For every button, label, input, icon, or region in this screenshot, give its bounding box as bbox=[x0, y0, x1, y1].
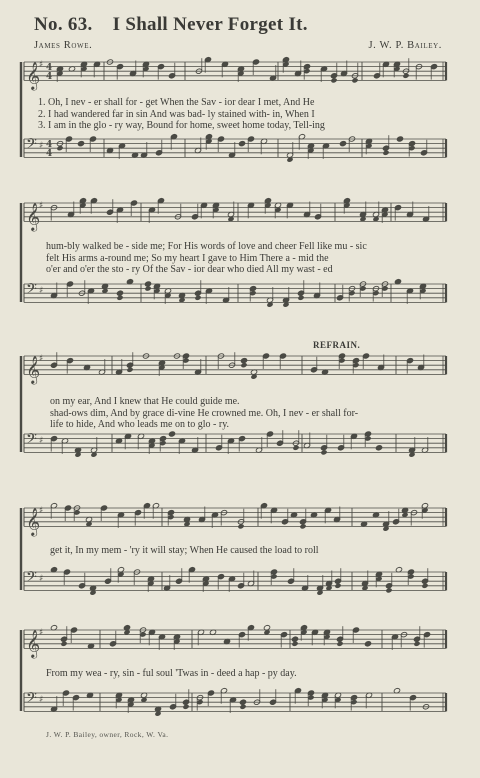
note-head bbox=[382, 150, 389, 156]
note-head bbox=[144, 286, 151, 292]
lyric-line: 3. I am in the glo - ry way, Bound for home, sweet home today, Tell-ing bbox=[38, 120, 325, 131]
lyrics-system-5 bbox=[46, 668, 297, 680]
sharp-icon: ♯ bbox=[39, 60, 44, 70]
sharp-icon: ♯ bbox=[39, 695, 44, 705]
sharp-icon: ♯ bbox=[39, 436, 44, 446]
hymn-number: No. 63. bbox=[34, 14, 93, 35]
time-signature: 4 bbox=[46, 149, 53, 159]
bass-clef-icon: 𝄢 bbox=[26, 569, 37, 589]
note-head bbox=[126, 367, 133, 373]
note-head bbox=[292, 445, 299, 451]
note-head bbox=[339, 141, 346, 147]
lyric-line: 1. Oh, I nev - er shall for - get When the Sav - ior dear I met, And He bbox=[38, 97, 315, 108]
note-head bbox=[320, 449, 327, 455]
note-head bbox=[413, 641, 420, 647]
lyrics-system-4 bbox=[50, 545, 319, 557]
lyric-line: felt His arms a-round me; So my heart I gave to Him There a - mid the bbox=[46, 252, 329, 264]
note-head bbox=[240, 362, 247, 368]
lyricist: James Rowe. bbox=[34, 40, 93, 51]
note-head bbox=[237, 523, 244, 529]
sharp-icon: ♯ bbox=[39, 286, 44, 296]
treble-clef-icon: 𝄞 bbox=[26, 629, 41, 658]
note-head bbox=[77, 141, 84, 147]
treble-clef-icon: 𝄞 bbox=[26, 507, 41, 536]
note-head bbox=[297, 295, 304, 301]
lyrics-system-3 bbox=[50, 396, 358, 431]
note-head bbox=[336, 641, 343, 647]
lyric-line: life to hide, And who leads me on to glo - ry. bbox=[50, 419, 230, 430]
sharp-icon: ♯ bbox=[39, 506, 44, 516]
note-head bbox=[116, 295, 123, 301]
sharp-icon: ♯ bbox=[39, 574, 44, 584]
time-signature: 4 bbox=[46, 63, 53, 73]
note-head bbox=[116, 290, 123, 296]
note-head bbox=[375, 445, 382, 451]
lyric-line: From my wea - ry, sin - ful soul 'Twas in - deed a hap - py day. bbox=[46, 668, 297, 679]
note-head bbox=[239, 699, 246, 705]
note-head bbox=[396, 136, 403, 142]
composer: J. W. P. Bailey. bbox=[368, 40, 442, 51]
note-head bbox=[60, 641, 67, 647]
bass-clef-icon: 𝄢 bbox=[26, 690, 37, 710]
note-head bbox=[291, 641, 298, 647]
note-head bbox=[402, 73, 409, 79]
note-head bbox=[421, 583, 428, 589]
note-head bbox=[330, 77, 337, 83]
refrain-label: REFRAIN. bbox=[313, 340, 361, 350]
treble-clef-icon: 𝄞 bbox=[26, 202, 41, 231]
sharp-icon: ♯ bbox=[39, 201, 44, 211]
sharp-icon: ♯ bbox=[39, 141, 44, 151]
note-head bbox=[144, 281, 151, 287]
lyric-line: o'er and o'er the sto - ry Of the Sav - ior dear who died All my wast - ed bbox=[46, 264, 333, 275]
sharp-icon: ♯ bbox=[39, 628, 44, 638]
lyrics-system-1 bbox=[38, 97, 325, 132]
time-signature: 4 bbox=[46, 72, 53, 82]
treble-clef-icon: 𝄞 bbox=[26, 355, 41, 384]
lyric-line: hum-bly walked be - side me; For His words of love and cheer Fell like mu - sic bbox=[46, 241, 367, 252]
lyrics-system-2 bbox=[46, 241, 367, 276]
hymn-title: I Shall Never Forget It. bbox=[112, 14, 308, 35]
sharp-icon: ♯ bbox=[39, 354, 44, 364]
note-head bbox=[334, 583, 341, 589]
note-head bbox=[194, 295, 201, 301]
note-head bbox=[240, 358, 247, 364]
time-signature: 4 bbox=[46, 140, 53, 150]
copyright-footer: J. W. P. Bailey, owner, Rock, W. Va. bbox=[46, 730, 169, 739]
lyric-line: 2. I had wandered far in sin And was bad- ly stained with- in, When I bbox=[38, 108, 315, 120]
note-head bbox=[299, 523, 306, 529]
bass-clef-icon: 𝄢 bbox=[26, 431, 37, 451]
note-head bbox=[168, 431, 175, 437]
note-head bbox=[238, 141, 245, 147]
bass-clef-icon: 𝄢 bbox=[26, 281, 37, 301]
note-head bbox=[239, 704, 246, 710]
note-head bbox=[351, 77, 358, 83]
note-head bbox=[56, 145, 63, 151]
treble-clef-icon: 𝄞 bbox=[26, 61, 41, 90]
note-head bbox=[182, 704, 189, 710]
note-head bbox=[385, 587, 392, 593]
lyric-line: get it, In my mem - 'ry it will stay; When He caused the load to roll bbox=[50, 545, 319, 556]
lyric-line: on my ear, And I knew that He could guide me. bbox=[50, 396, 240, 407]
lyric-line: shad-ows dim, And by grace di-vine He crowned me. Oh, I nev - er shall for- bbox=[50, 407, 359, 419]
note-head bbox=[291, 636, 298, 642]
bass-clef-icon: 𝄢 bbox=[26, 136, 37, 156]
note-head bbox=[364, 641, 371, 647]
